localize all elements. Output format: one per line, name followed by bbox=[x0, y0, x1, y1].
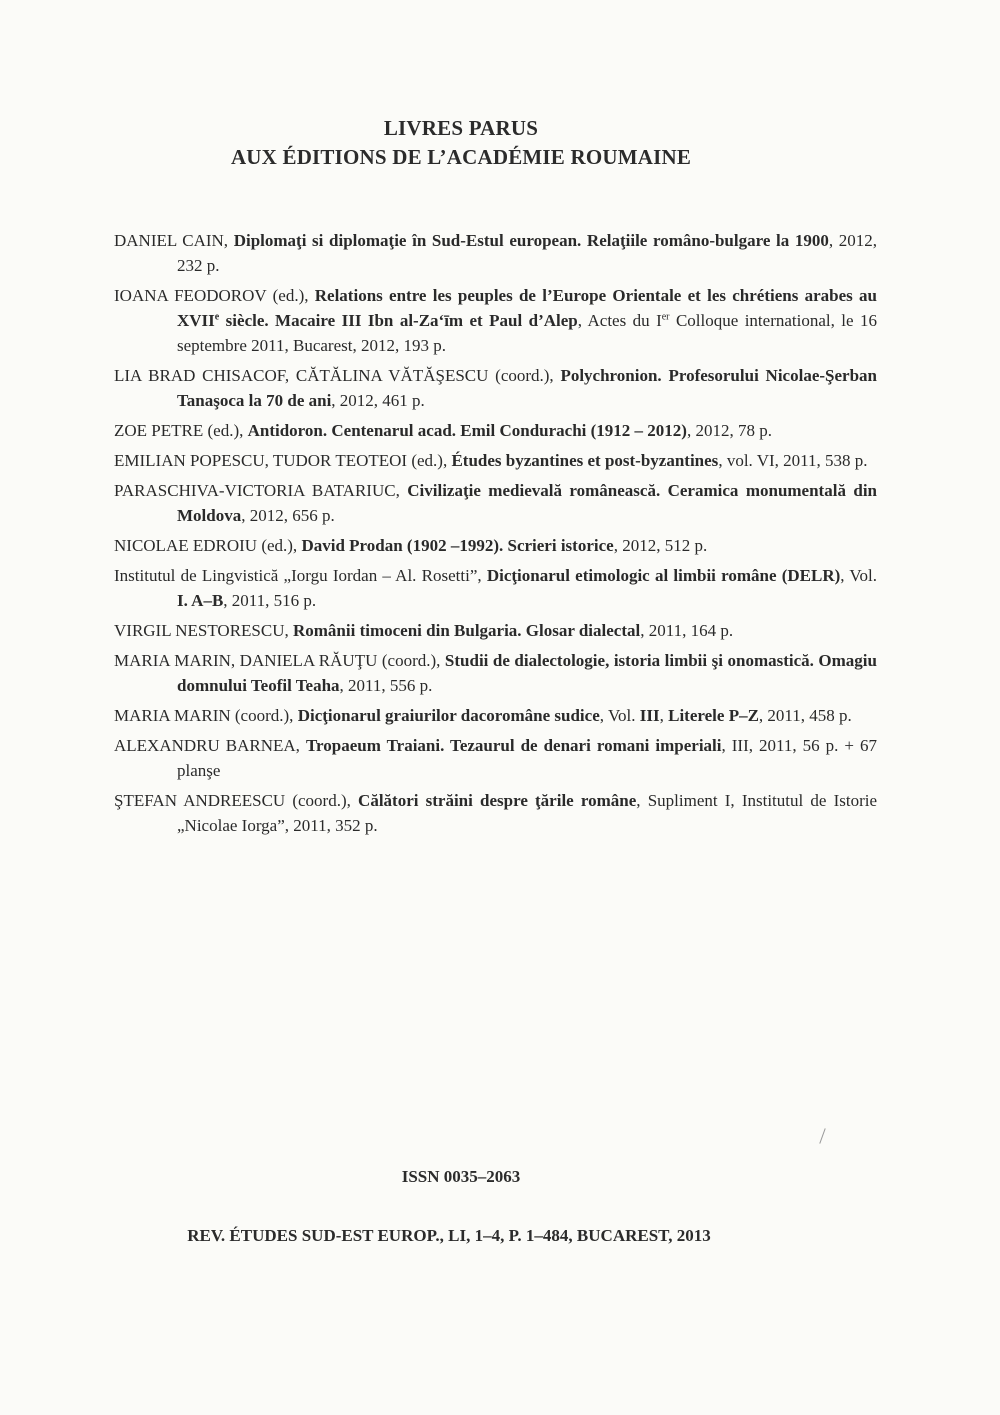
book-entry bbox=[114, 363, 877, 413]
book-title: Études byzantines et post-byzantines bbox=[451, 451, 719, 470]
book-title: Civilizaţie medievală românească. Ceramica monumentală din Moldova bbox=[177, 481, 877, 525]
book-details: , 2012, 512 p. bbox=[613, 536, 708, 555]
book-details: , 2011, 164 p. bbox=[640, 621, 734, 640]
book-author: ŞTEFAN ANDREESCU (coord.), bbox=[114, 791, 359, 810]
book-details: , bbox=[659, 706, 669, 725]
book-entry bbox=[114, 563, 877, 613]
book-details: , 2012, 78 p. bbox=[686, 421, 772, 440]
book-details: , Actes du Ier Colloque international, le 16 septembre 2011, Bucarest, 2012, 193 p. bbox=[177, 311, 877, 355]
book-details: , 2012, 461 p. bbox=[331, 391, 425, 410]
pencil-mark bbox=[819, 1128, 825, 1143]
book-details: , 2011, 458 p. bbox=[758, 706, 852, 725]
book-details: , 2012, 232 p. bbox=[177, 231, 878, 275]
book-details: , 2011, 516 p. bbox=[223, 591, 317, 610]
book-title: Studii de dialectologie, istoria limbii şi onomastică. Omagiu domnului Teofil Teaha bbox=[177, 651, 877, 695]
book-details: , III, 2011, 56 p. + 67 planşe bbox=[177, 736, 877, 780]
book-entry bbox=[114, 533, 877, 558]
book-details: , 2011, 556 p. bbox=[339, 676, 433, 695]
book-author: ALEXANDRU BARNEA, bbox=[114, 736, 306, 755]
superscript: e bbox=[214, 311, 220, 323]
book-title: Românii timoceni din Bulgaria. Glosar dialectal bbox=[292, 621, 641, 640]
book-title-volume: I. A–B bbox=[177, 591, 224, 610]
book-author: PARASCHIVA-VICTORIA BATARIUC, bbox=[114, 481, 408, 500]
book-details: , 2012, 656 p. bbox=[241, 506, 335, 525]
book-entry bbox=[114, 228, 877, 278]
book-author: DANIEL CAIN, bbox=[114, 231, 234, 250]
book-title: David Prodan (1902 –1992). Scrieri istorice bbox=[301, 536, 614, 555]
book-entry bbox=[114, 648, 877, 698]
book-author: VIRGIL NESTORESCU, bbox=[114, 621, 293, 640]
book-title-letters: Literele P–Z bbox=[668, 706, 759, 725]
book-entry bbox=[114, 448, 877, 473]
heading-line-1: LIVRES PARUS bbox=[383, 116, 539, 140]
book-title: Călători străini despre ţările române bbox=[358, 791, 637, 810]
book-entry bbox=[114, 418, 877, 443]
book-title-volume: III bbox=[639, 706, 660, 725]
book-details: , Supliment I, Institutul de Istorie „Nicolae Iorga”, 2011, 352 p. bbox=[177, 791, 878, 835]
book-title: Tropaeum Traiani. Tezaurul de denari romani imperiali bbox=[305, 736, 722, 755]
heading-line-2: AUX ÉDITIONS DE L’ACADÉMIE ROUMAINE bbox=[230, 145, 692, 169]
book-entry bbox=[114, 733, 877, 783]
journal-reference: REV. ÉTUDES SUD-EST EUROP., LI, 1–4, P. 1–484, BUCAREST, 2013 bbox=[187, 1226, 711, 1245]
book-title: Antidoron. Centenarul acad. Emil Condurachi (1912 – 2012) bbox=[247, 421, 687, 440]
book-author: MARIA MARIN (coord.), bbox=[114, 706, 298, 725]
book-author: LIA BRAD CHISACOF, CĂTĂLINA VĂTĂŞESCU (coord.), bbox=[114, 366, 561, 385]
book-title: Dicţionarul etimologic al limbii române (DELR) bbox=[486, 566, 841, 585]
book-details: , vol. VI, 2011, 538 p. bbox=[718, 451, 868, 470]
book-entry bbox=[114, 478, 877, 528]
page-heading bbox=[0, 114, 922, 172]
book-entry bbox=[114, 788, 877, 838]
book-title: Diplomaţi si diplomaţie în Sud-Estul european. Relaţiile româno-bulgare la 1900 bbox=[233, 231, 829, 250]
book-author: Institutul de Lingvistică „Iorgu Iordan – Al. Rosetti”, bbox=[114, 566, 487, 585]
book-entry bbox=[114, 283, 877, 358]
book-details: , Vol. bbox=[840, 566, 877, 585]
book-title: Relations entre les peuples de l’Europe Orientale et les chrétiens arabes au XVIIe siècle. Macaire III Ibn al-Za‘īm et Paul d’Alep bbox=[177, 286, 877, 330]
book-title: Polychronion. Profesorului Nicolae-Şerban Tanaşoca la 70 de ani bbox=[177, 366, 877, 410]
book-list bbox=[114, 228, 877, 843]
issn: ISSN 0035–2063 bbox=[401, 1167, 521, 1186]
book-author: ZOE PETRE (ed.), bbox=[114, 421, 248, 440]
book-title: Dicţionarul graiurilor dacoromâne sudice bbox=[297, 706, 600, 725]
book-author: NICOLAE EDROIU (ed.), bbox=[114, 536, 302, 555]
book-author: MARIA MARIN, DANIELA RĂUŢU (coord.), bbox=[114, 651, 445, 670]
book-author: IOANA FEODOROV (ed.), bbox=[114, 286, 315, 305]
book-details: , Vol. bbox=[599, 706, 640, 725]
book-entry bbox=[114, 618, 877, 643]
book-entry bbox=[114, 703, 877, 728]
book-author: EMILIAN POPESCU, TUDOR TEOTEOI (ed.), bbox=[114, 451, 452, 470]
superscript: er bbox=[661, 311, 670, 323]
